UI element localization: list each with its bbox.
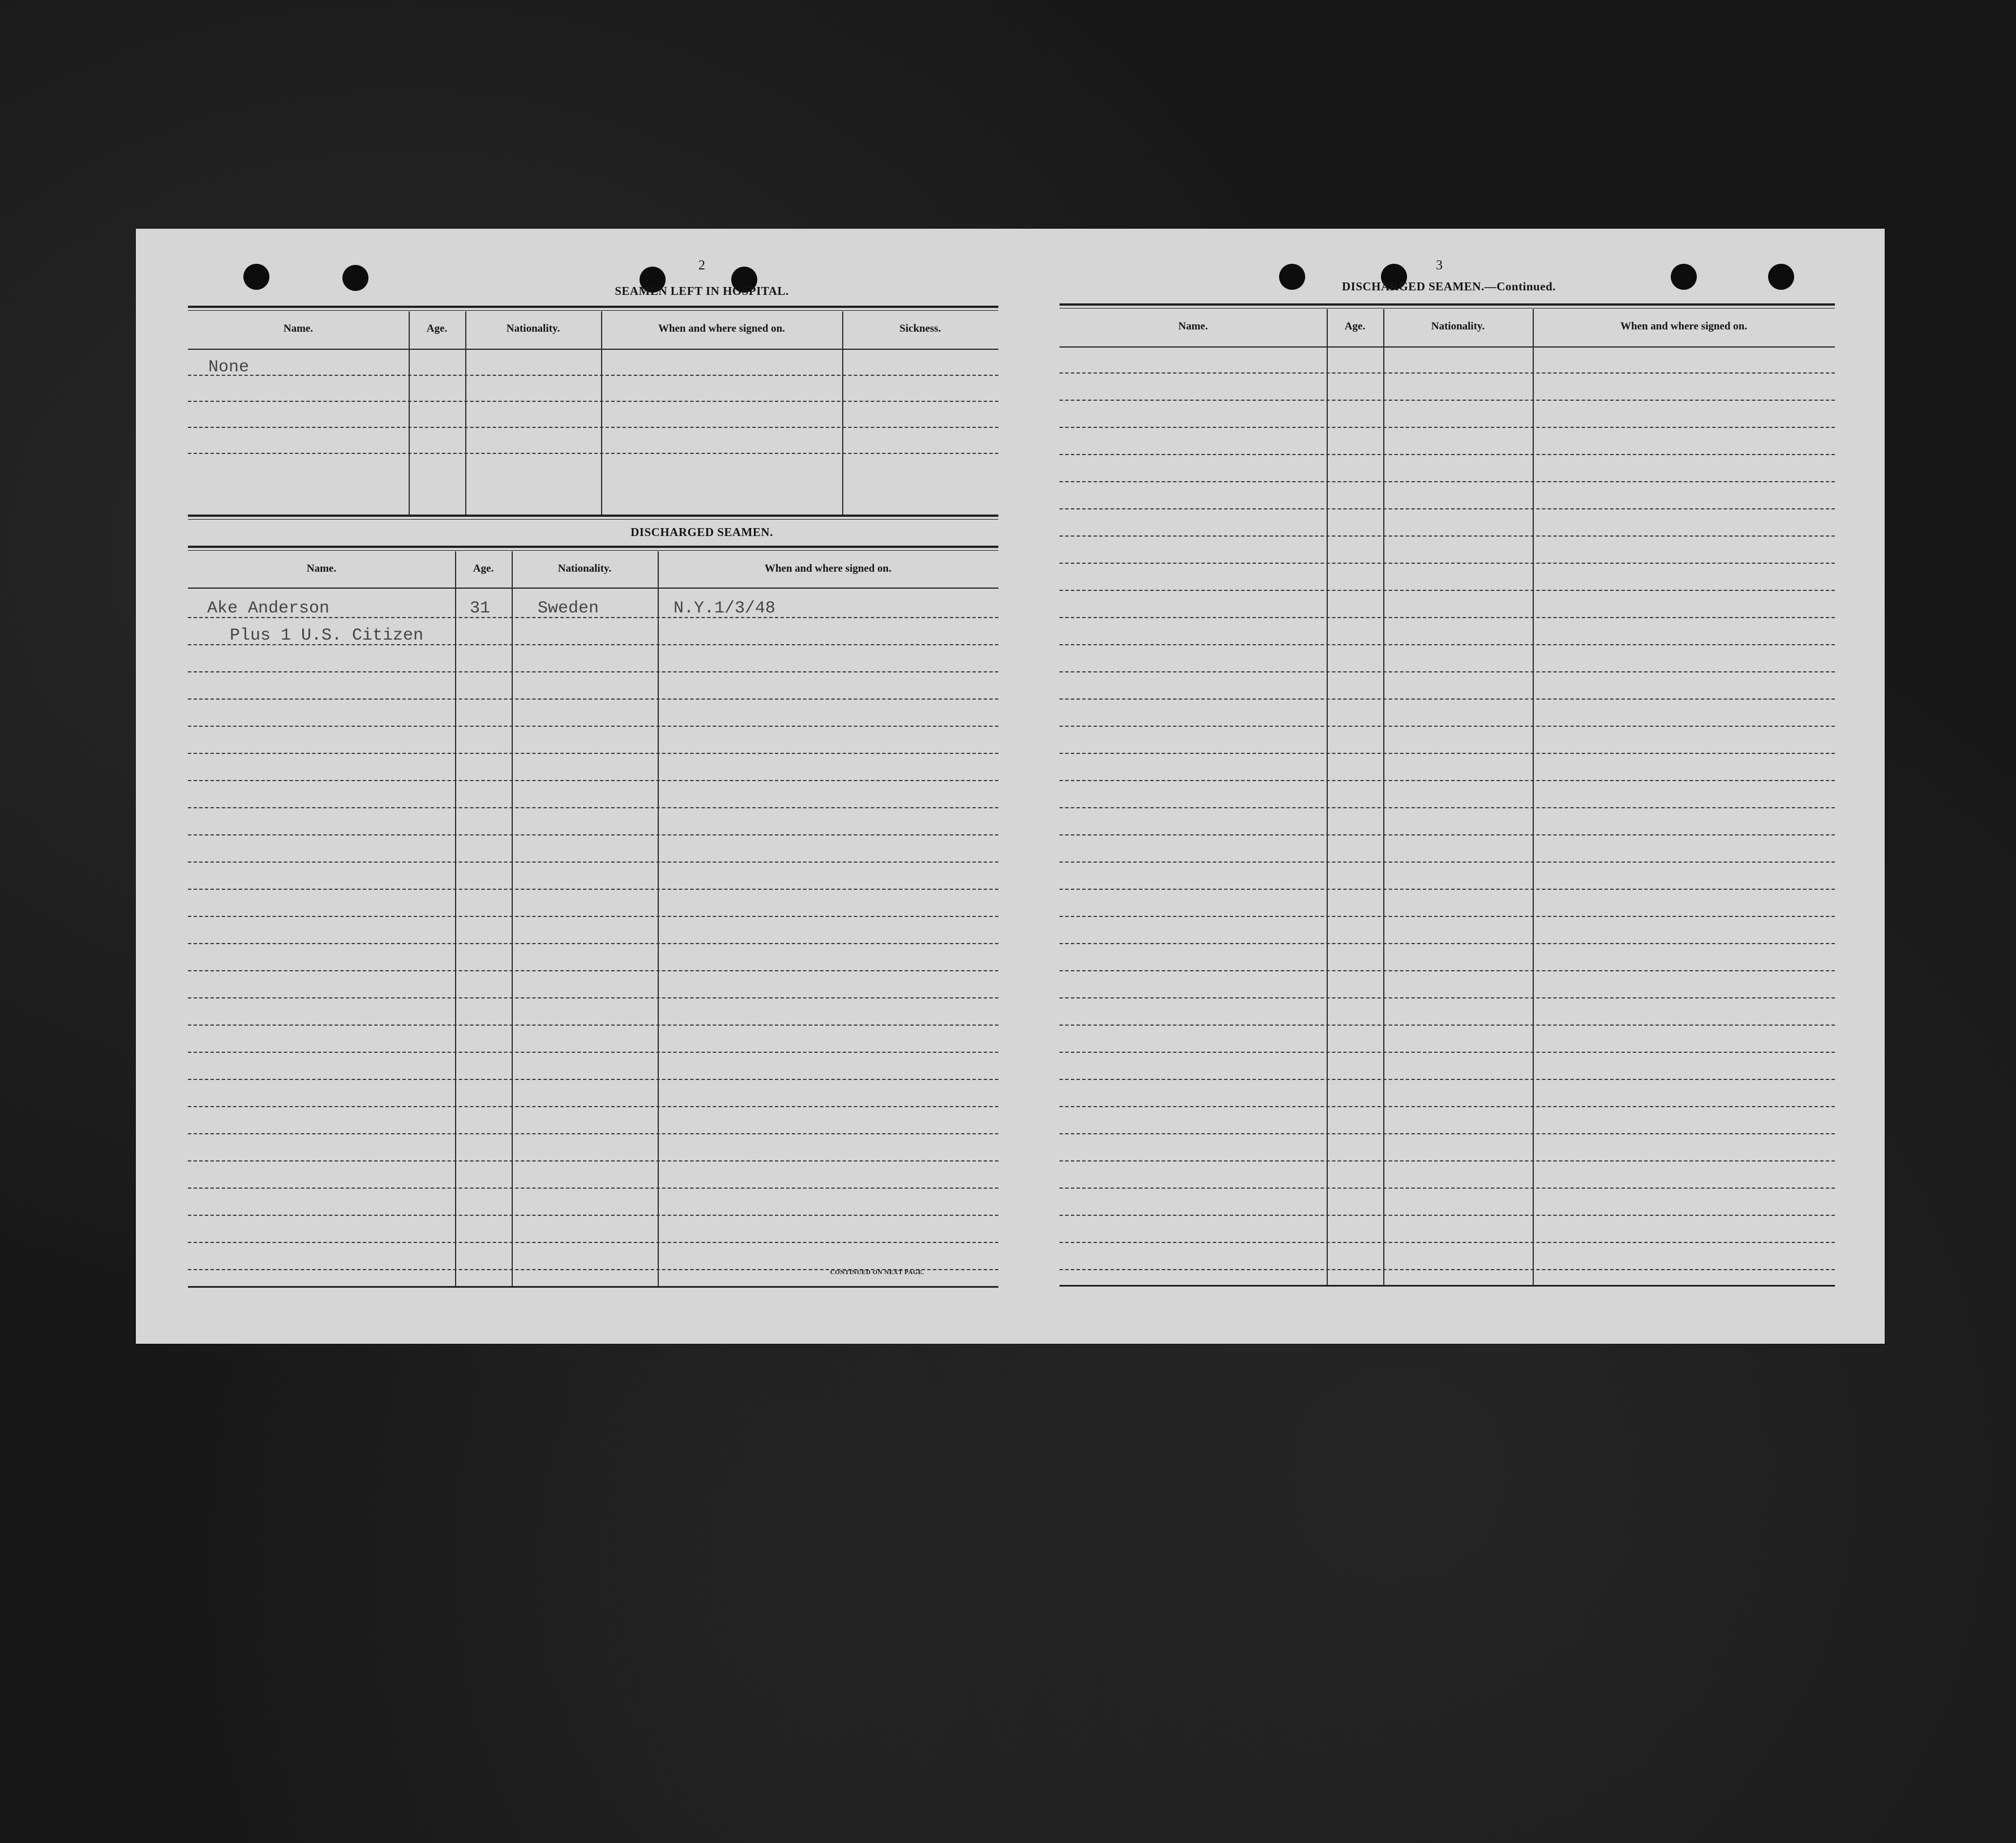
discharged-header-rule: [188, 588, 998, 589]
row-line: [1060, 617, 1835, 618]
column-divider: [512, 551, 513, 1286]
row-line: [1060, 1106, 1835, 1107]
column-divider: [455, 551, 456, 1286]
column-divider: [1383, 309, 1384, 1285]
row-line: [1060, 1025, 1835, 1026]
right-table-bottom-rule: [1060, 1285, 1835, 1287]
row-line: [1060, 1188, 1835, 1189]
discharged-col-name: Name.: [306, 563, 337, 575]
row-line: [1060, 590, 1835, 591]
column-divider: [465, 311, 466, 515]
row-line: [188, 889, 998, 890]
row-line: [188, 834, 998, 835]
row-line: [1060, 862, 1835, 863]
row-line: [188, 401, 998, 402]
row-line: [1060, 1079, 1835, 1080]
seaman-age: 31: [470, 599, 491, 618]
row-line: [1060, 726, 1835, 727]
right-page-number: 3: [1436, 258, 1443, 273]
continued-note: CONTINUED ON NEXT PAGE.: [830, 1269, 925, 1276]
row-line: [1060, 997, 1835, 998]
row-line: [1060, 563, 1835, 564]
discharged-table-top-rule: [188, 550, 998, 551]
hospital-col-nationality: Nationality.: [506, 323, 560, 335]
row-line: [1060, 508, 1835, 509]
row-line: [1060, 1160, 1835, 1161]
left-page-number: 2: [698, 258, 705, 273]
row-line: [1060, 943, 1835, 944]
row-line: [1060, 889, 1835, 890]
column-divider: [601, 311, 602, 515]
row-line: [188, 1215, 998, 1216]
hospital-table-top-rule: [188, 306, 998, 308]
punch-hole-icon: [1671, 264, 1697, 290]
discharged-table-bottom-rule: [188, 1286, 998, 1288]
row-line: [188, 375, 998, 376]
column-divider: [409, 311, 410, 515]
hospital-section-title: SEAMEN LEFT IN HOSPITAL.: [615, 284, 789, 298]
row-line: [1060, 1052, 1835, 1053]
punch-hole-icon: [243, 264, 269, 290]
manifest-sheet: [136, 229, 1885, 1344]
right-col-age: Age.: [1344, 320, 1366, 332]
row-line: [1060, 834, 1835, 835]
row-line: [188, 780, 998, 781]
hospital-col-signed-on: When and where signed on.: [658, 323, 785, 335]
row-line: [188, 671, 998, 672]
column-divider: [658, 551, 659, 1286]
row-line: [188, 970, 998, 971]
column-divider: [1533, 309, 1534, 1285]
row-line: [188, 1188, 998, 1189]
row-line: [188, 453, 998, 454]
row-line: [188, 807, 998, 808]
right-col-name: Name.: [1178, 320, 1208, 332]
hospital-col-name: Name.: [283, 323, 314, 335]
punch-hole-icon: [1768, 264, 1794, 290]
row-line: [1060, 970, 1835, 971]
row-line: [1060, 372, 1835, 374]
discharged-col-signed-on: When and where signed on.: [764, 563, 891, 575]
hospital-col-sickness: Sickness.: [899, 323, 941, 335]
punch-hole-icon: [342, 265, 368, 291]
row-line: [1060, 644, 1835, 645]
right-section-title: DISCHARGED SEAMEN.—Continued.: [1342, 280, 1556, 293]
right-col-signed-on: When and where signed on.: [1620, 320, 1747, 332]
row-line: [188, 1106, 998, 1107]
row-line: [188, 1079, 998, 1080]
discharged-col-nationality: Nationality.: [557, 563, 612, 575]
row-line: [188, 726, 998, 727]
row-line: [188, 943, 998, 944]
hospital-header-rule: [188, 349, 998, 350]
row-line: [1060, 698, 1835, 700]
discharged-section-title: DISCHARGED SEAMEN.: [630, 525, 773, 539]
row-line: [1060, 427, 1835, 428]
discharged-col-age: Age.: [473, 563, 494, 575]
row-line: [188, 997, 998, 998]
right-header-rule: [1060, 346, 1835, 348]
seaman-nationality: Sweden: [538, 599, 599, 618]
row-line: [188, 1052, 998, 1053]
seaman-signed-on: N.Y.1/3/48: [674, 599, 776, 618]
hospital-entry: None: [208, 358, 250, 377]
row-line: [188, 698, 998, 700]
row-line: [188, 753, 998, 754]
row-line: [1060, 753, 1835, 754]
row-line: [188, 1025, 998, 1026]
row-line: [1060, 780, 1835, 781]
right-table-top-rule: [1060, 303, 1835, 306]
row-line: [1060, 535, 1835, 537]
discharged-table-top-rule: [188, 546, 998, 548]
row-line: [188, 1133, 998, 1134]
row-line: [188, 862, 998, 863]
row-line: [1060, 1215, 1835, 1216]
row-line: [1060, 400, 1835, 401]
hospital-col-age: Age.: [426, 323, 448, 335]
row-line: [1060, 807, 1835, 808]
row-line: [188, 1160, 998, 1161]
row-line: [1060, 1242, 1835, 1243]
right-col-nationality: Nationality.: [1431, 320, 1485, 332]
row-line: [188, 916, 998, 917]
row-line: [1060, 481, 1835, 482]
row-line: [1060, 671, 1835, 672]
hospital-table-bottom-rule: [188, 515, 998, 517]
column-divider: [1327, 309, 1328, 1285]
row-line: [188, 1242, 998, 1243]
column-divider: [842, 311, 843, 515]
row-line: [1060, 916, 1835, 917]
row-line: [1060, 1133, 1835, 1134]
seaman-name: Ake Anderson: [207, 599, 330, 618]
hospital-table-top-rule: [188, 310, 998, 311]
hospital-table-bottom-rule: [188, 519, 998, 520]
row-line: [188, 427, 998, 428]
citizen-note: Plus 1 U.S. Citizen: [230, 626, 424, 645]
row-line: [1060, 1269, 1835, 1270]
row-line: [1060, 454, 1835, 455]
